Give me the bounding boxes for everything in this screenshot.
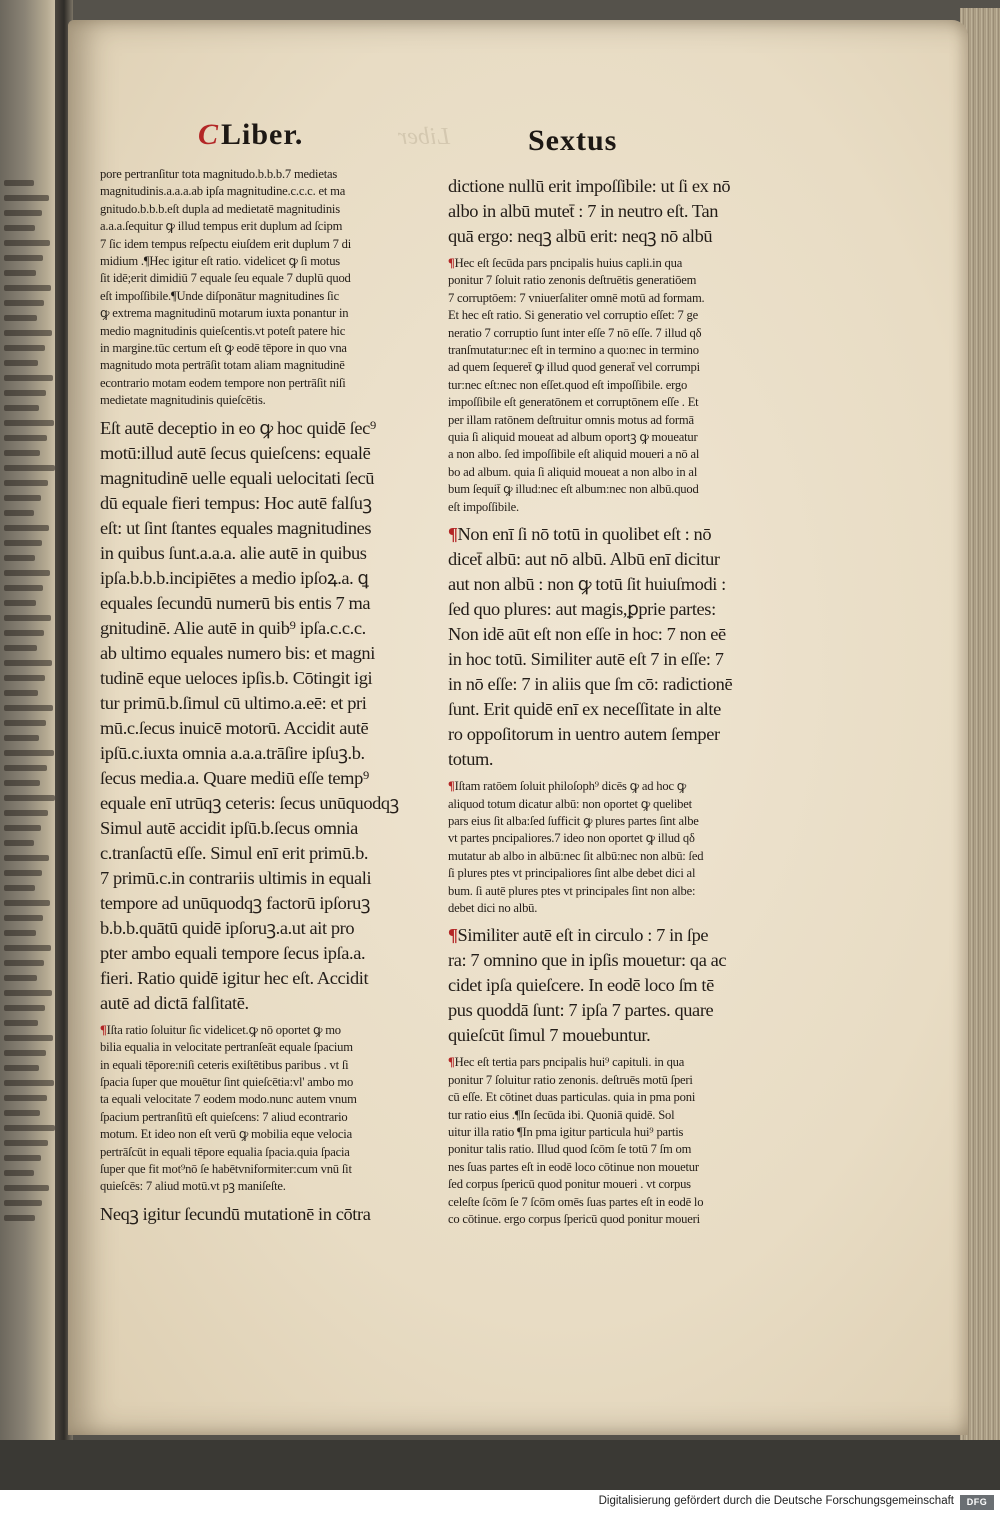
text-line: in margine.tūc certum eſt ꝙ eodē tēpore in quo vna	[100, 341, 347, 356]
text-line: tranſmutatur:nec eſt in termino a quo:nec in termino	[448, 343, 699, 358]
text-column-right	[448, 174, 778, 1228]
left-page-line	[4, 180, 34, 186]
left-page-line	[4, 1140, 48, 1146]
text-line: pus quoddā ſunt: 7 ipſa 7 partes. quare	[448, 1000, 714, 1021]
text-line: tempore ad unūquodqꝫ factorū ipſoruꝫ	[100, 892, 370, 913]
rubric-mark: ¶	[448, 925, 458, 946]
left-page-line	[4, 195, 49, 201]
text-line: pter ambo equali tempore ſecus ipſa.a.	[100, 942, 366, 963]
text-line: ſecus media.a. Quare mediū eſſe temp⁹	[100, 767, 369, 788]
left-page-line	[4, 750, 54, 756]
text-line: in hoc totū. Similiter autē eſt 7 in eſſe: 7	[448, 649, 724, 670]
text-line: debet dici no albū.	[448, 900, 538, 915]
scanner-background	[0, 1440, 1000, 1490]
left-page-line	[4, 270, 36, 276]
left-page-line	[4, 345, 45, 351]
left-page-line	[4, 690, 38, 696]
text-line: tudinē eque ueloces ipſis.b. Cōtingit igi	[100, 667, 373, 688]
text-line: ponitur talis ratio. Illud quod ſcōm ſe totū 7 ſm om	[448, 1142, 692, 1157]
text-line: midium .¶Hec igitur eſt ratio. videlicet ꝙ ſi motus	[100, 254, 341, 269]
text-line: b.b.b.quātū quidē ipſoruꝫ.a.ut ait pro	[100, 917, 355, 938]
text-line: quā ergo: neqꝫ albū erit: neqꝫ nō albū	[448, 226, 713, 246]
text-line: ab ultimo equales numero bis: et magni	[100, 642, 375, 663]
left-page-line	[4, 930, 36, 936]
rubric-mark: ¶	[448, 524, 458, 545]
text-line: ſpacium pertranſitū eſt quieſcens: 7 aliud econtrario	[100, 1109, 348, 1124]
text-line: tur primū.b.ſimul cū ultimo.a.eē: et pri	[100, 692, 367, 713]
left-page-line	[4, 240, 50, 246]
text-line: pars eius ſit alba:ſed ſufficit ꝙ plures partes ſint albe	[448, 813, 699, 828]
text-line: quieſcēs: 7 aliud motū.vt pꝫ maniſeſte.	[100, 1179, 286, 1194]
text-line: ſuper que fit mot⁹nō ſe habētvniformiter:cum vnū ſit	[100, 1161, 352, 1176]
left-page-line	[4, 1035, 53, 1041]
left-page-line	[4, 1065, 39, 1071]
text-line: ſunt. Erit quidē enī ex neceſſitate in alte	[448, 699, 721, 720]
text-line: gnitudo.b.b.b.eſt dupla ad medietatē magnitudinis	[100, 201, 340, 216]
text-line: Et hec eſt ratio. Si generatio vel corruptio eſſet: 7 ge	[448, 308, 699, 323]
bleed-through-text: Liber	[398, 124, 451, 150]
left-page-line	[4, 780, 40, 786]
text-line: dictione nullū erit impoſſibile: ut ſi ex nō	[448, 176, 731, 196]
book-page	[68, 20, 968, 1435]
text-line: a.a.a.ſequitur ꝙ illud tempus erit duplum ad ſcipm	[100, 219, 343, 234]
text-line: co cōtinue. ergo corpus ſpericū quod ponitur moueri	[448, 1212, 700, 1226]
text-line: ſpacia ſuper que mouētur ſint quieſcētia:vl' ambo mo	[100, 1074, 354, 1089]
left-page-line	[4, 915, 43, 921]
text-line: motum. Et ideo non eſt verū ꝙ mobilia eque velocia	[100, 1127, 352, 1142]
text-line: ſed corpus ſpericū quod ponitur moueri . vt corpus	[448, 1177, 691, 1192]
left-page-line	[4, 630, 44, 636]
left-page-line	[4, 360, 38, 366]
text-line: uitur illa ratio ¶In pma igitur particula hui⁹ partis	[448, 1124, 684, 1139]
left-page-line	[4, 315, 37, 321]
left-page-line	[4, 1215, 35, 1221]
left-page-line	[4, 765, 47, 771]
text-line: ¶Hec eſt tertia pars pncipalis hui⁹ capituli. in qua	[448, 1055, 685, 1070]
left-page-line	[4, 1125, 55, 1131]
left-page-line	[4, 810, 48, 816]
left-page-text-fragment	[4, 180, 54, 1230]
text-line: gnitudinē. Alie autē in quib⁹ ipſa.c.c.c.	[100, 617, 366, 638]
text-line: bum. ſi autē plures ptes vt principales ſint non albe:	[448, 883, 696, 898]
left-page-line	[4, 1020, 38, 1026]
left-page-line	[4, 705, 53, 711]
text-line: in equali tēpore:niſi ceteris exiſtētibus paribus . vt ſi	[100, 1057, 349, 1072]
left-page-line	[4, 660, 52, 666]
text-line: nes ſuas partes eſt in eodē loco cōtinue non mouetur	[448, 1159, 699, 1174]
left-page-line	[4, 540, 42, 546]
left-page-line	[4, 855, 49, 861]
left-page-edge	[0, 0, 62, 1440]
text-line: ꝙ extrema magnitudinū motarum iuxta ponantur in	[100, 306, 349, 321]
text-line: ſit idē;erit dimidiū 7 equale ſeu equale 7 duplū quod	[100, 271, 351, 286]
text-line: ta equali velocitate 7 eodem modo.nunc autem vnum	[100, 1092, 357, 1107]
text-line: ro oppoſitorum in uentro autem ſemper	[448, 724, 720, 745]
left-page-line	[4, 420, 54, 426]
left-page-line	[4, 495, 41, 501]
text-line: tur:nec eſt:nec non eſſet.quod eſt impoſſibile. ergo	[448, 377, 688, 392]
left-page-line	[4, 285, 51, 291]
left-page-line	[4, 645, 37, 651]
text-line: aliquod totum dicatur albū: non oportet ꝙ quelibet	[448, 796, 692, 811]
text-line: dicet̄ albū: aut nō albū. Albū enī dicitur	[448, 549, 720, 570]
text-line: Neqꝫ igitur ſecundū mutationē in cōtra	[100, 1203, 371, 1224]
rubric-mark: ¶	[448, 779, 455, 794]
text-line: fieri. Ratio quidē igitur hec eſt. Accidit	[100, 967, 369, 988]
text-line: autē ad dictā falſitatē.	[100, 992, 249, 1013]
text-line: bo ad album. quia ſi aliquid moueat a non albo in al	[448, 464, 698, 479]
left-page-line	[4, 960, 44, 966]
left-page-line	[4, 600, 36, 606]
left-page-line	[4, 375, 53, 381]
text-line: equales ſecundū numerū bis entis 7 ma	[100, 592, 371, 613]
text-line: neratio 7 corruptio ſunt inter eſſe 7 nō eſſe. 7 illud qδ	[448, 325, 702, 340]
text-line: magnitudinē uelle equali uelocitati ſecū	[100, 467, 375, 488]
text-line: 7 primū.c.in contrariis ultimis in equali	[100, 867, 372, 888]
text-line: per illam ratōnem deſtruitur omnis motus ad formā	[448, 412, 694, 427]
text-column-left	[100, 166, 425, 1227]
left-page-line	[4, 255, 43, 261]
left-page-line	[4, 975, 37, 981]
text-line: aut non albū : non ꝙ totū ſit huiuſmodi :	[448, 574, 726, 595]
text-line: a non albo. ſed impoſſibile eſt aliquid moueri a nō al	[448, 447, 700, 462]
text-line: ponitur 7 ſoluitur ratio zenonis. deſtruēs motū ſperi	[448, 1072, 693, 1087]
left-page-line	[4, 225, 35, 231]
rubric-mark: C	[198, 118, 220, 151]
left-page-line	[4, 1155, 41, 1161]
left-page-line	[4, 210, 42, 216]
text-line: dū equale fieri tempus: Hoc autē falſuꝫ	[100, 492, 372, 513]
text-line: equale enī utrūqꝫ ceteris: ſecus unūquodqꝫ	[100, 792, 399, 813]
text-line: mū.c.ſecus inuicē motorū. Accidit autē	[100, 717, 369, 738]
text-line: Eſt autē deceptio in eo ꝙ hoc quidē ſec⁹	[100, 417, 376, 438]
left-page-line	[4, 480, 48, 486]
left-page-line	[4, 510, 34, 516]
left-page-line	[4, 1170, 34, 1176]
text-line: cidet ipſa quieſcere. In eodē loco ſm tē	[448, 975, 714, 996]
text-line: magnitudo mota pertrāſit totam aliam magnitudinē	[100, 358, 345, 373]
text-line: impoſſibile eſt generatōnem et corruptōnem eſſe . Et	[448, 395, 699, 410]
left-page-line	[4, 795, 55, 801]
left-page-line	[4, 900, 50, 906]
left-page-line	[4, 870, 42, 876]
text-line: medio magnitudinis quieſcentis.vt poteſt patere hic	[100, 323, 346, 338]
left-page-line	[4, 945, 51, 951]
footer-bar	[0, 1490, 1000, 1515]
text-line: econtrario motam eodem tempore non pertrāſit niſi	[100, 375, 346, 390]
left-page-line	[4, 330, 52, 336]
left-page-line	[4, 300, 44, 306]
left-page-line	[4, 570, 50, 576]
left-page-line	[4, 825, 41, 831]
text-line: ¶Similiter autē eſt in circulo : 7 in ſpe	[448, 925, 709, 946]
text-line: 7 corruptōem: 7 vniuerſaliter omnē motū ad formam.	[448, 290, 705, 305]
left-page-line	[4, 720, 46, 726]
rubric-mark: ¶	[448, 256, 455, 270]
left-page-line	[4, 990, 52, 996]
text-line: medietate magnitudinis quieſcētis.	[100, 393, 266, 408]
text-line: ſi plures ptes vt principaliores ſint albe debet dici al	[448, 866, 696, 881]
text-line: celeſte ſcōm ſe 7 ſcōm omēs ſuas partes eſt in eodē lo	[448, 1194, 704, 1209]
rubric-mark: ¶	[100, 1022, 107, 1037]
left-page-line	[4, 615, 51, 621]
text-line: ra: 7 omnino que in ipſis mouetur: qa ac	[448, 950, 727, 971]
left-page-line	[4, 1110, 40, 1116]
text-line: albo in albū mutet̄ : 7 in neutro eſt. Tan	[448, 201, 719, 221]
text-line: totum.	[448, 749, 494, 770]
text-line: ſed quo plures: aut magis,ꝑprie partes:	[448, 599, 716, 620]
text-line: magnitudinis.a.a.a.ab ipſa magnitudine.c.c.c. et ma	[100, 184, 346, 199]
text-line: in quibus ſunt.a.a.a. alie autē in quibus	[100, 542, 367, 563]
left-page-line	[4, 1185, 49, 1191]
left-page-line	[4, 840, 34, 846]
text-line: cū eſſe. Et cōtinet duas particulas. quia in pma poni	[448, 1090, 696, 1105]
text-line: ¶Non enī ſi nō totū in quolibet eſt : nō	[448, 524, 712, 545]
header-left-title: Liber.	[221, 118, 304, 151]
left-page-line	[4, 735, 39, 741]
text-line: Simul autē accidit ipſū.b.ſecus omnia	[100, 817, 358, 838]
text-line: vt partes pncipaliores.7 ideo non oportet ꝙ illud qδ	[448, 831, 695, 846]
text-line: quia ſi aliquid moueat ad album oportꝫ ꝙ moueatur	[448, 430, 698, 445]
left-page-line	[4, 675, 45, 681]
text-line: ¶Hec eſt ſecūda pars pncipalis huius capli.in qua	[448, 256, 683, 270]
text-line: c.tranſactū eſſe. Simul enī erit primū.b.	[100, 842, 369, 863]
text-line: ipſū.c.iuxta omnia a.a.a.trāſire ipſuꝫ.b.	[100, 742, 365, 763]
left-page-line	[4, 390, 46, 396]
text-line: 7 ſic idem tempus reſpectu eiuſdem erit duplum 7 di	[100, 236, 352, 251]
left-page-line	[4, 1200, 42, 1206]
running-header-left	[198, 118, 303, 152]
text-line: ¶Iſta ratio ſoluitur ſic videlicet.ꝙ nō oportet ꝙ mo	[100, 1022, 341, 1037]
left-page-line	[4, 1050, 46, 1056]
text-line: ¶Iſtam ratōem ſoluit philoſoph⁹ dicēs ꝙ ad hoc ꝙ	[448, 779, 687, 794]
text-line: Non idē aūt eſt non eſſe in hoc: 7 non eē	[448, 624, 726, 645]
left-page-line	[4, 555, 35, 561]
left-page-line	[4, 585, 43, 591]
text-line: motū:illud autē ſecus quieſcens: equalē	[100, 442, 371, 463]
left-page-line	[4, 450, 40, 456]
funding-attribution: Digitalisierung gefördert durch die Deutsche Forschungsgemeinschaft	[598, 1495, 954, 1507]
left-page-line	[4, 525, 49, 531]
text-line: ad quem ſequeret̄ ꝙ illud quod generat̄ vel corrumpi	[448, 360, 700, 375]
left-page-line	[4, 435, 47, 441]
left-page-line	[4, 1080, 54, 1086]
text-line: eſt impoſſibile.¶Unde diſponātur magnitudines ſic	[100, 288, 339, 303]
text-line: eſt: ut ſint ſtantes equales magnitudines	[100, 517, 372, 538]
text-line: ponitur 7 ſoluit ratio zenonis deſtruētis generatiōem	[448, 273, 697, 288]
text-line: pore pertranſitur tota magnitudo.b.b.b.7 medietas	[100, 167, 338, 181]
text-line: bum ſequit̄ ꝙ illud:nec eſt album:nec non albū.quod	[448, 482, 699, 497]
left-page-line	[4, 465, 55, 471]
running-header-right: Sextus	[528, 124, 618, 157]
left-page-line	[4, 1095, 47, 1101]
text-line: pertrāſcūt in equali tēpore equalia ſpacia.quia ſpacia	[100, 1144, 350, 1159]
text-line: ipſa.b.b.b.incipiētes a medio ipſoꝝ.a. ꝗ	[100, 567, 369, 588]
text-line: bilia equalia in velocitate pertranſeāt equale ſpacium	[100, 1040, 353, 1055]
text-line: in nō eſſe: 7 in aliis que ſm cō: radictionē	[448, 674, 733, 695]
dfg-logo: DFG	[960, 1495, 994, 1510]
left-page-line	[4, 1005, 45, 1011]
text-line: tur ratio eius .¶In ſecūda ibi. Quoniā quidē. Sol	[448, 1107, 675, 1122]
left-page-line	[4, 885, 35, 891]
left-page-line	[4, 405, 39, 411]
text-line: eſt impoſſibile.	[448, 499, 519, 514]
text-line: quieſcūt ſimul 7 mouebuntur.	[448, 1025, 651, 1046]
text-line: mutatur ab albo in albū:nec ſit albū:nec non albū: ſed	[448, 848, 704, 863]
rubric-mark: ¶	[448, 1055, 455, 1070]
